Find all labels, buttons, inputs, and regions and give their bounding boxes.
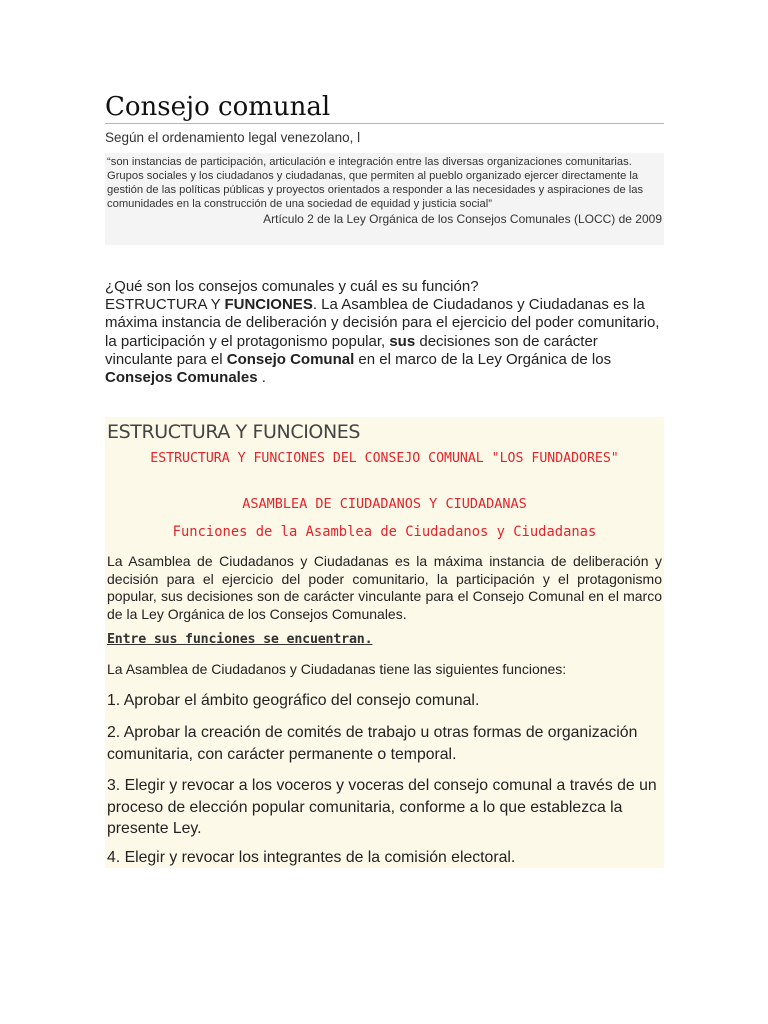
para-text: .: [257, 369, 266, 387]
para-bold: FUNCIONES: [224, 296, 313, 314]
red-subtitle-asamblea: ASAMBLEA DE CIUDADANOS Y CIUDADANAS: [242, 496, 527, 512]
list-item: 1. Aprobar el ámbito geográfico del consejo comunal.: [107, 692, 480, 709]
functions-heading: Entre sus funciones se encuentran.: [107, 632, 373, 647]
paragraph-body: [105, 296, 664, 387]
page-title: Consejo comunal: [105, 92, 331, 122]
para-bold: Consejo Comunal: [226, 350, 355, 368]
quote-source: Artículo 2 de la Ley Orgánica de los Consejos Comunales (LOCC) de 2009: [263, 212, 662, 226]
list-item: 2. Aprobar la creación de comités de trabajo u otras formas de organización comunitaria, con carácter permanente o temporal.: [107, 724, 638, 763]
para-text: ESTRUCTURA Y: [105, 296, 225, 314]
title-divider: [105, 123, 664, 124]
para-text: decisiones son de carácter vinculante para el: [105, 332, 598, 368]
para-bold: Consejos Comunales: [105, 369, 258, 387]
estructura-section: [105, 417, 664, 868]
para-bold: sus: [389, 332, 416, 350]
para-text: . La Asamblea de Ciudadanos y Ciudadanas es la máxima instancia de deliberación y decisión para el ejercicio del poder comunitario, la participación y el protagonismo popular,: [105, 296, 660, 350]
quote-block: [105, 153, 664, 245]
list-item: 4. Elegir y revocar los integrantes de la comisión electoral.: [107, 849, 516, 866]
intro-text: Según el ordenamiento legal venezolano, l: [105, 130, 361, 145]
section-heading: ESTRUCTURA Y FUNCIONES: [107, 421, 361, 443]
list-item: 3. Elegir y revocar a los voceros y voceras del consejo comunal a través de un proceso de elección popular comunitaria, conforme a lo que establezca la presente Ley.: [107, 777, 657, 837]
description-paragraph: [105, 278, 664, 387]
question-line: ¿Qué son los consejos comunales y cuál es su función?: [105, 278, 479, 295]
red-title: ESTRUCTURA Y FUNCIONES DEL CONSEJO COMUNAL "LOS FUNDADORES": [150, 451, 619, 466]
red-subtitle-funciones: Funciones de la Asamblea de Ciudadanos y Ciudadanas: [172, 524, 597, 540]
section-body: La Asamblea de Ciudadanos y Ciudadanas es la máxima instancia de deliberación y decisión para el ejercicio del poder comunitario, la participación y el protagonismo popular, sus decisiones son de carácter vinculante para el Consejo Comunal en el marco de la Ley Orgánica de los Consejos Comunales.: [107, 553, 662, 622]
para-text: en el marco de la Ley Orgánica de los: [354, 350, 612, 368]
functions-intro: La Asamblea de Ciudadanos y Ciudadanas tiene las siguientes funciones:: [107, 661, 567, 677]
quote-text: “son instancias de participación, articulación e integración entre las diversas organizaciones comunitarias. Grupos sociales y los ciudadanos y ciudadanas, que permiten al pueblo organizado ejercer directamente la gestión de las políticas públicas y proyectos orientados a responder a las necesidades y aspiraciones de las comunidades en la construcción de una sociedad de equidad y justicia social”: [107, 156, 644, 210]
